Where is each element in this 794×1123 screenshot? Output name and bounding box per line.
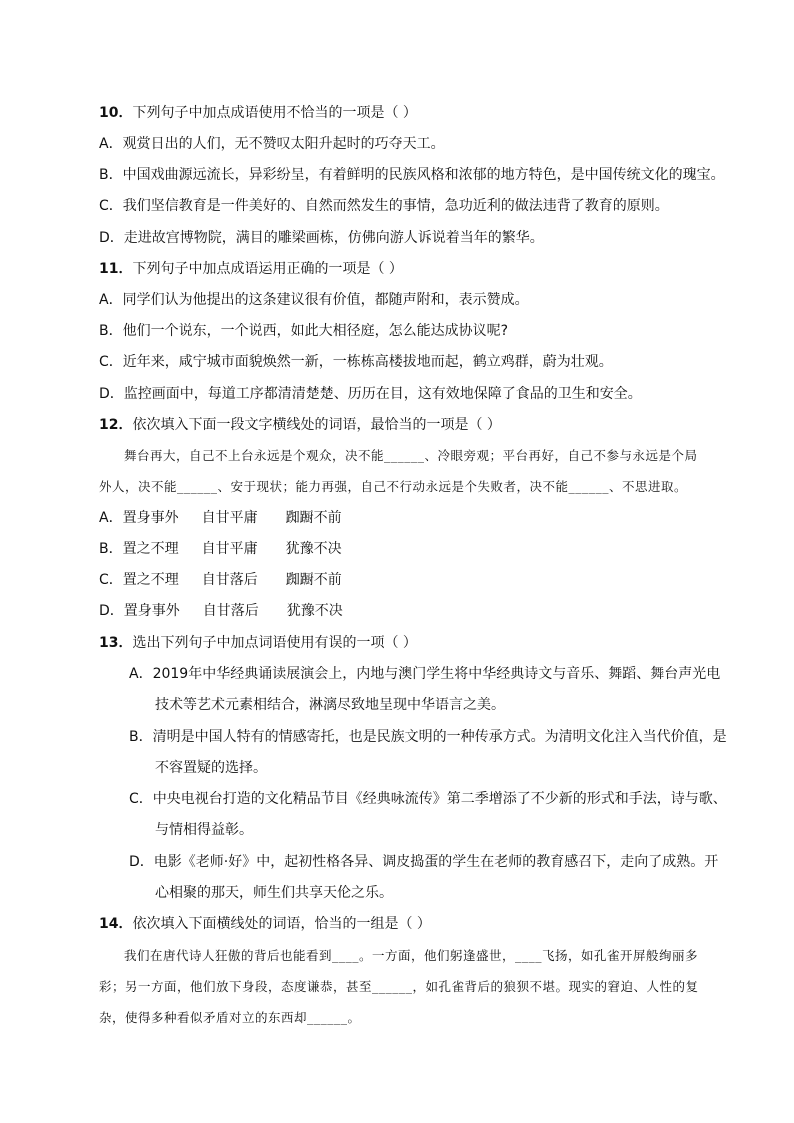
option-word: 置身事外	[122, 510, 179, 526]
option-letter: A．	[99, 510, 123, 526]
option-a: A．2019年中华经典诵读展演会上，内地与澳门学生将中华经典诗文与音乐、舞蹈、舞台声光电	[129, 666, 721, 682]
question-number: 11．	[99, 261, 133, 277]
option-word: 自甘落后	[202, 603, 259, 619]
question-number: 10．	[99, 105, 133, 121]
option-b: B．他们一个说东，一个说西，如此大相径庭，怎么能达成协议呢?	[99, 323, 509, 339]
option-d-continued: 心相聚的那天，师生们共享天伦之乐。	[155, 885, 393, 901]
option-word: 踟蹰不前	[285, 572, 342, 588]
question-text: 下列句子中加点成语使用不恰当的一项是（ ）	[132, 105, 417, 121]
passage-line: 外人，决不能______、安于现状；能力再强，自己不行动永远是个失败者，决不能______、不思进取。	[99, 479, 688, 494]
option-a: A．同学们认为他提出的这条建议很有价值，都随声附和，表示赞成。	[99, 292, 529, 308]
question-10-stem	[99, 103, 417, 123]
option-b: B．中国戏曲源远流长，异彩纷呈，有着鲜明的民族风格和浓郁的地方特色，是中国传统文化的瑰宝。	[99, 167, 725, 183]
option-letter: D．	[99, 603, 124, 619]
option-b-continued: 不容置疑的选择。	[155, 760, 267, 776]
option-d: D．监控画面中，每道工序都清清楚楚、历历在目，这有效地保障了食品的卫生和安全。	[99, 386, 642, 402]
question-11-stem	[99, 259, 403, 279]
option-d: D．电影《老师·好》中，起初性格各异、调皮捣蛋的学生在老师的教育感召下，走向了成熟。开	[129, 854, 719, 870]
option-word: 置之不理	[122, 541, 179, 557]
option-a-continued: 技术等艺术元素相结合，淋漓尽致地呈现中华语言之美。	[155, 697, 505, 713]
option-b: B．清明是中国人特有的情感寄托，也是民族文明的一种传承方式。为清明文化注入当代价值，是	[129, 729, 727, 745]
question-12-stem	[99, 415, 501, 435]
option-word: 自甘平庸	[201, 541, 258, 557]
question-number: 14．	[99, 916, 133, 932]
option-word: 犹豫不决	[286, 603, 343, 619]
option-c-continued: 与情相得益彰。	[155, 822, 253, 838]
passage-line: 舞台再大，自己不上台永远是个观众，决不能______、冷眼旁观；平台再好，自己不参与永远是个局	[124, 448, 698, 463]
passage-line: 彩；另一方面，他们放下身段，态度谦恭，甚至______，如孔雀背后的狼狈不堪。现实的窘迫、人性的复	[99, 979, 699, 994]
question-text: 选出下列句子中加点词语使用有误的一项（ ）	[132, 635, 417, 651]
option-a: A．观赏日出的人们，无不赞叹太阳升起时的巧夺天工。	[99, 136, 445, 152]
option-word: 自甘平庸	[201, 510, 258, 526]
question-text: 依次填入下面一段文字横线处的词语，最恰当的一项是（ ）	[132, 417, 501, 433]
option-row	[99, 508, 342, 528]
passage-line: 我们在唐代诗人狂傲的背后也能看到____。一方面，他们躬逢盛世，____飞扬，如孔雀开屏般绚丽多	[124, 948, 699, 963]
option-word: 自甘落后	[201, 572, 258, 588]
option-c: C．我们坚信教育是一件美好的、自然而然发生的事情，急功近利的做法违背了教育的原则。	[99, 198, 669, 214]
option-word: 置身事外	[123, 603, 180, 619]
option-letter: C．	[99, 572, 123, 588]
option-word: 犹豫不决	[285, 541, 342, 557]
question-13-stem	[99, 633, 417, 653]
question-number: 12．	[99, 417, 133, 433]
option-letter: B．	[99, 541, 123, 557]
option-row	[99, 539, 342, 559]
option-row	[99, 601, 343, 621]
question-text: 下列句子中加点成语运用正确的一项是（ ）	[132, 261, 403, 277]
question-14-stem	[99, 914, 431, 934]
option-c: C．中央电视台打造的文化精品节目《经典咏流传》第二季增添了不少新的形式和手法，诗与歌、	[129, 791, 727, 807]
option-word: 踟蹰不前	[285, 510, 342, 526]
question-number: 13．	[99, 635, 133, 651]
passage-line: 杂，使得多种看似矛盾对立的东西却______。	[99, 1010, 361, 1025]
option-d: D．走进故宫博物院，满目的雕梁画栋，仿佛向游人诉说着当年的繁华。	[99, 230, 544, 246]
question-text: 依次填入下面横线处的词语，恰当的一组是（ ）	[132, 916, 431, 932]
option-word: 置之不理	[122, 572, 179, 588]
option-row	[99, 570, 342, 590]
option-c: C．近年来，咸宁城市面貌焕然一新，一栋栋高楼拔地而起，鹤立鸡群，蔚为壮观。	[99, 354, 613, 370]
